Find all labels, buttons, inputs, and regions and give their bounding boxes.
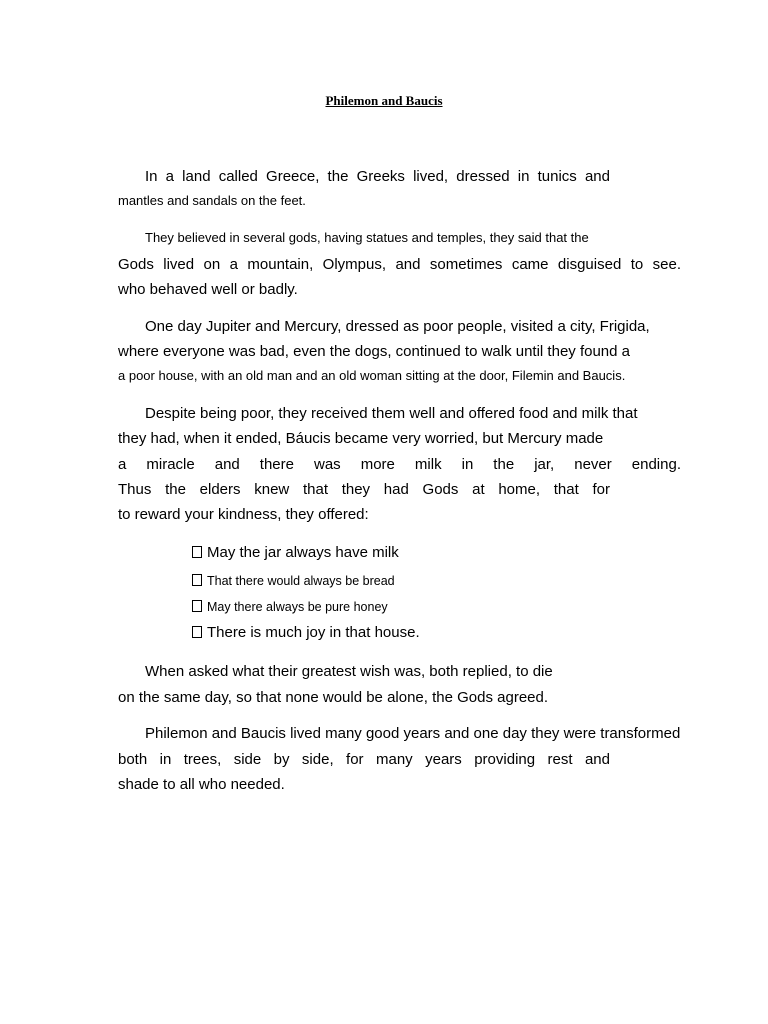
checkbox-icon <box>192 574 202 586</box>
paragraph-1-line-2: mantles and sandals on the feet. <box>118 193 306 208</box>
paragraph-6-line-3: shade to all who needed. <box>118 776 285 793</box>
checkbox-icon <box>192 626 202 638</box>
checkbox-icon <box>192 600 202 612</box>
paragraph-4-line-5: to reward your kindness, they offered: <box>118 506 369 523</box>
list-item <box>192 598 388 616</box>
paragraph-3-line-2: where everyone was bad, even the dogs, continued to walk until they found a <box>118 343 630 360</box>
checkbox-icon <box>192 546 202 558</box>
paragraph-3-line-3: a poor house, with an old man and an old woman sitting at the door, Filemin and Baucis. <box>118 368 626 383</box>
list-item-text: May the jar always have milk <box>207 544 399 561</box>
paragraph-2-line-2: Gods lived on a mountain, Olympus, and sometimes came disguised to see. <box>118 256 681 273</box>
paragraph-4-line-2: they had, when it ended, Báucis became very worried, but Mercury made <box>118 430 604 447</box>
list-item <box>192 624 420 642</box>
paragraph-1-line-1: In a land called Greece, the Greeks lived, dressed in tunics and <box>145 168 610 185</box>
list-item-text: There is much joy in that house. <box>207 624 420 641</box>
paragraph-4-line-3: a miracle and there was more milk in the jar, never ending. <box>118 456 681 473</box>
paragraph-5-line-1: When asked what their greatest wish was, both replied, to die <box>145 663 553 680</box>
paragraph-6-line-2: both in trees, side by side, for many years providing rest and <box>118 751 610 768</box>
paragraph-2-line-1: They believed in several gods, having statues and temples, they said that the <box>145 230 589 245</box>
list-item-text: That there would always be bread <box>207 574 395 588</box>
document-title: Philemon and Baucis <box>325 93 443 108</box>
list-item <box>192 544 399 562</box>
list-item-text: May there always be pure honey <box>207 600 388 614</box>
paragraph-5-line-2: on the same day, so that none would be alone, the Gods agreed. <box>118 689 549 706</box>
paragraph-4-line-4: Thus the elders knew that they had Gods at home, that for <box>118 481 610 498</box>
paragraph-2-line-3: who behaved well or badly. <box>118 281 298 298</box>
paragraph-4-line-1: Despite being poor, they received them well and offered food and milk that <box>145 405 638 422</box>
paragraph-3-line-1: One day Jupiter and Mercury, dressed as poor people, visited a city, Frigida, <box>145 318 650 335</box>
list-item <box>192 572 395 590</box>
paragraph-6-line-1: Philemon and Baucis lived many good years and one day they were transformed <box>145 725 681 742</box>
